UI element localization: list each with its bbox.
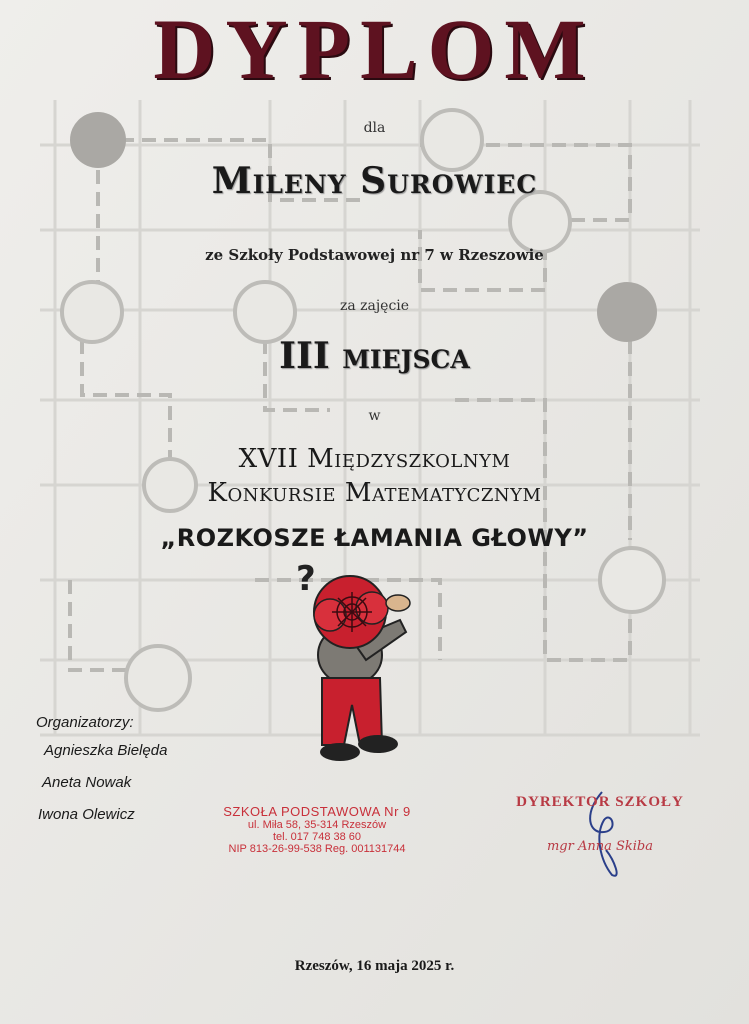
organizer-name: Iwona Olewicz (38, 806, 135, 823)
organizer-name: Agnieszka Bielęda (44, 742, 168, 759)
for-taking-label: za zajęcie (339, 298, 410, 314)
stamp-line-4: NIP 813-26-99-538 Reg. 001131744 (228, 843, 406, 855)
director-title: DYREKTOR SZKOŁY (516, 794, 684, 810)
school-name: ze Szkoły Podstawowej nr 7 w Rzeszowie (205, 246, 544, 264)
stamp-line-3: tel. 017 748 38 60 (272, 831, 362, 843)
stamp-line-2: ul. Miła 58, 35-314 Rzeszów (247, 819, 387, 831)
competition-line-1: XVII Międzyszkolnym (238, 444, 511, 474)
director-stamp (490, 794, 710, 854)
in-label: w (368, 408, 381, 424)
recipient-name: Mileny Surowiec (211, 160, 538, 202)
organizer-name: Aneta Nowak (42, 774, 132, 791)
place-and-date: Rzeszów, 16 maja 2025 r. (294, 958, 455, 974)
for-label: dla (363, 120, 386, 136)
director-name: mgr Anna Skiba (546, 839, 654, 854)
diploma-title: DYPLOM (153, 1, 596, 97)
competition-line-2: Konkursie Matematycznym (207, 478, 542, 508)
competition-name: „ROZKOSZE ŁAMANIA GŁOWY” (160, 524, 589, 552)
school-stamp (212, 804, 422, 855)
place-awarded: III miejsca (279, 335, 470, 377)
organizers-label: Organizatorzy: (36, 714, 134, 731)
stamp-line-1: SZKOŁA PODSTAWOWA Nr 9 (223, 804, 411, 819)
svg-text:?: ? (296, 559, 316, 599)
